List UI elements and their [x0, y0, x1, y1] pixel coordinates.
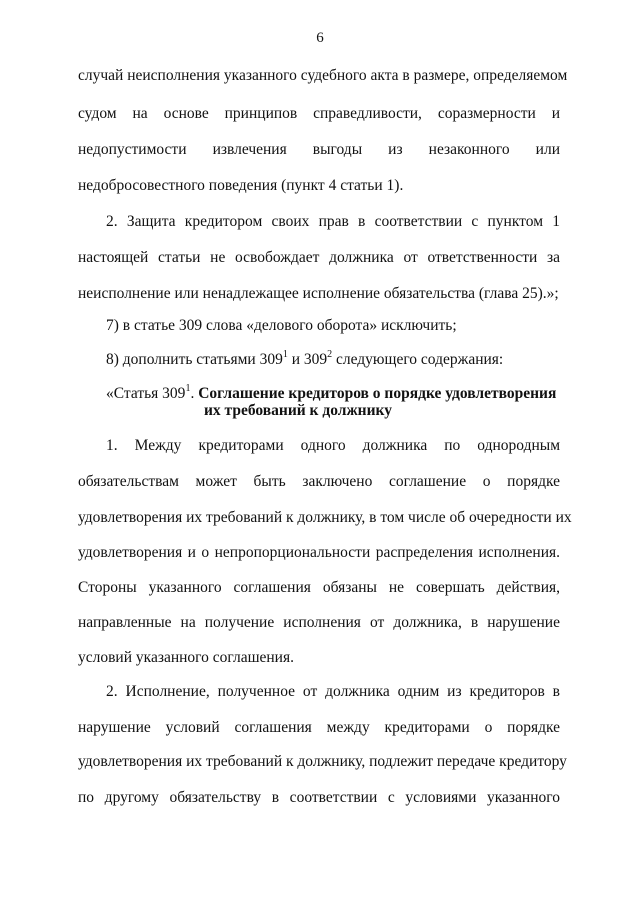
- article-title-continued: их требований к должнику: [204, 402, 393, 419]
- text-line: удовлетворения их требований к должнику, подлежит передаче кредитору: [78, 753, 567, 770]
- text-line: настоящей статьи не освобождает должника от ответственности за: [78, 249, 560, 266]
- article-title: Соглашение кредиторов о порядке удовлетворения: [198, 385, 557, 402]
- page-number: 6: [316, 30, 324, 46]
- text-line: по другому обязательству в соответствии с условиями указанного: [78, 789, 560, 806]
- superscript: 1: [185, 382, 191, 394]
- item-8-line: [106, 350, 560, 370]
- text-line: нарушение условий соглашения между кредиторами о порядке: [78, 719, 560, 736]
- text-line: 2. Защита кредитором своих прав в соответствии с пунктом 1: [106, 213, 560, 230]
- text-line: условий указанного соглашения.: [78, 649, 294, 666]
- text-line: неисполнение или ненадлежащее исполнение обязательства (глава 25).»;: [78, 285, 559, 302]
- text-line: направленные на получение исполнения от должника, в нарушение: [78, 614, 560, 631]
- text-line: недопустимости извлечения выгоды из незаконного или: [78, 141, 560, 158]
- superscript: 2: [327, 348, 333, 360]
- item-8-text-after: следующего содержания:: [332, 351, 504, 368]
- article-heading-prefix: «Статья 309: [106, 385, 186, 402]
- item-8-text-middle: и 309: [287, 351, 328, 368]
- article-heading-dot: .: [190, 385, 199, 402]
- text-line: случай неисполнения указанного судебного акта в размере, определяемом: [78, 67, 568, 84]
- item-8-text-before: 8) дополнить статьями 309: [106, 351, 283, 368]
- text-line: недобросовестного поведения (пункт 4 статьи 1).: [78, 177, 404, 194]
- superscript: 1: [282, 348, 288, 360]
- text-line: обязательствам может быть заключено соглашение о порядке: [78, 473, 560, 490]
- text-line: удовлетворения их требований к должнику, в том числе об очередности их: [78, 509, 572, 526]
- text-line: удовлетворения и о непропорциональности распределения исполнения.: [78, 544, 560, 561]
- text-line: 1. Между кредиторами одного должника по однородным: [106, 437, 560, 454]
- text-line: Стороны указанного соглашения обязаны не совершать действия,: [78, 579, 560, 596]
- text-line: судом на основе принципов справедливости, соразмерности и: [78, 105, 560, 122]
- text-line: 2. Исполнение, полученное от должника одним из кредиторов в: [106, 683, 560, 700]
- text-line: 7) в статье 309 слова «делового оборота» исключить;: [106, 317, 457, 334]
